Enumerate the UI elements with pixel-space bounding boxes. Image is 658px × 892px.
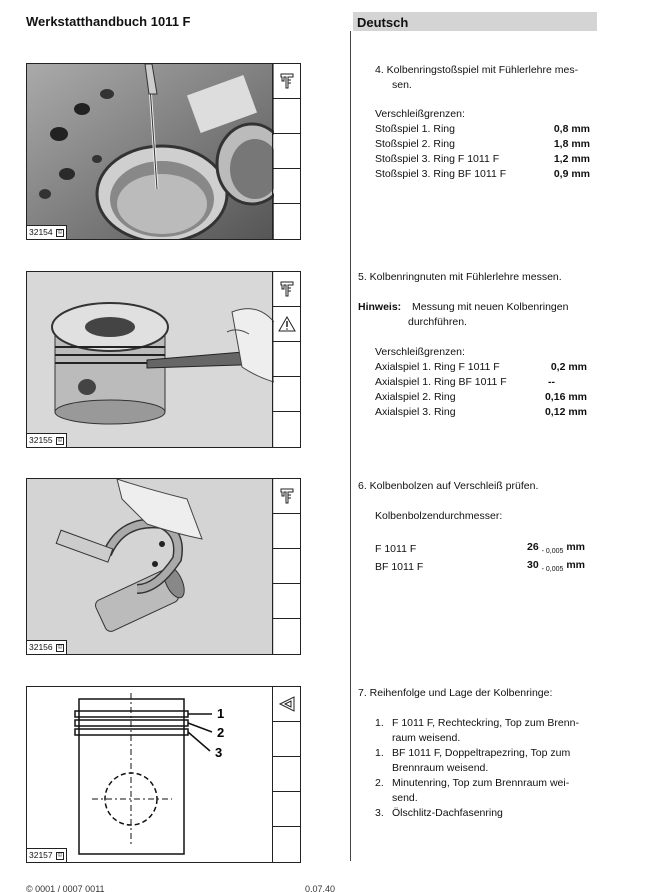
list-item-number: 1. [375,717,384,729]
caliper-icon [273,479,300,514]
diagram-piston-rings [27,687,274,862]
figure-number: 32154 © [27,225,67,239]
spec-value: 1,2 mm [553,153,590,165]
note-text-cont: durchführen. [408,316,467,328]
spec-value: 26 $_{- 0,005}$ mm [527,541,586,555]
list-item-number: 1. [375,747,384,759]
callout-2: 2 [217,725,225,740]
step-6-title: 6. Kolbenbolzen auf Verschleiß prüfen. [358,480,539,492]
step-4-title: 4. Kolbenringstoßspiel mit Fühlerlehre mes- sen. [375,64,579,91]
spec-value: 0,2 mm [550,361,587,373]
figure-32154 [26,63,301,240]
figure-number: 32156 © [27,640,67,654]
spec-label: Axialspiel 1. Ring BF 1011 F [375,376,507,388]
spec-label: Axialspiel 2. Ring [375,391,456,403]
warning-icon [273,307,300,342]
spec-label: Stoßspiel 3. Ring F 1011 F [375,153,500,165]
step-5-heading: Verschleißgrenzen: [375,346,465,358]
footer-copyright: © 0001 / 0007 0011 [26,884,105,892]
spec-label: F 1011 F [375,543,417,555]
column-divider [350,31,351,861]
photo-ring-groove-measurement [27,272,274,447]
list-item-number: 2. [375,777,384,789]
step-5-title: 5. Kolbenringnuten mit Fühlerlehre messen. [358,271,562,283]
photo-piston-pin-measurement [27,479,274,654]
list-item: Ölschlitz-Dachfasenring [392,807,503,819]
list-item: F 1011 F, Rechteckring, Top zum Brenn- raum weisend. [392,717,579,744]
symbol-column [272,687,300,862]
spec-label: BF 1011 F [375,561,424,573]
figure-32157 [26,686,301,863]
spec-label: Stoßspiel 2. Ring [375,138,455,150]
spec-value: 0,16 mm [544,391,587,403]
footer-page-number: 0.07.40 [305,884,336,892]
list-item: BF 1011 F, Doppeltrapezring, Top zum Brennraum weisend. [392,747,571,774]
spec-label: Axialspiel 3. Ring [375,406,456,418]
figure-32155 [26,271,301,448]
note-label: Hinweis: [358,301,402,313]
photo-ring-gap-measurement [27,64,274,239]
callout-3: 3 [215,745,223,760]
callout-1: 1 [217,706,225,721]
spec-label: Stoßspiel 1. Ring [375,123,455,135]
spec-value: -- [548,376,555,388]
figure-number: 32157 © [27,848,67,862]
symbol-column [272,272,300,447]
figure-32156 [26,478,301,655]
step-4-heading: Verschleißgrenzen: [375,108,465,120]
note-text: Messung mit neuen Kolbenringen [412,301,569,313]
list-item-number: 3. [375,807,384,819]
list-item: Minutenring, Top zum Brennraum wei- send. [392,777,570,804]
symbol-column [272,64,300,239]
spec-label: Stoßspiel 3. Ring BF 1011 F [375,168,507,180]
spec-label: Axialspiel 1. Ring F 1011 F [375,361,500,373]
page-title: Werkstatthandbuch 1011 F [26,14,191,29]
spec-value: 0,12 mm [544,406,587,418]
caliper-icon [273,272,300,307]
symbol-column [272,479,300,654]
spec-value: 0,8 mm [553,123,590,135]
language-header: Deutsch [353,12,597,31]
spec-value: 30 $_{- 0,005}$ mm [527,559,586,573]
caliper-icon [273,64,300,99]
figure-number: 32155 © [27,433,67,447]
spec-value: 0,9 mm [553,168,590,180]
installation-direction-icon [273,687,300,722]
step-7-title: 7. Reihenfolge und Lage der Kolbenringe: [358,687,553,699]
spec-value: 1,8 mm [553,138,590,150]
step-6-heading: Kolbenbolzendurchmesser: [375,510,503,522]
